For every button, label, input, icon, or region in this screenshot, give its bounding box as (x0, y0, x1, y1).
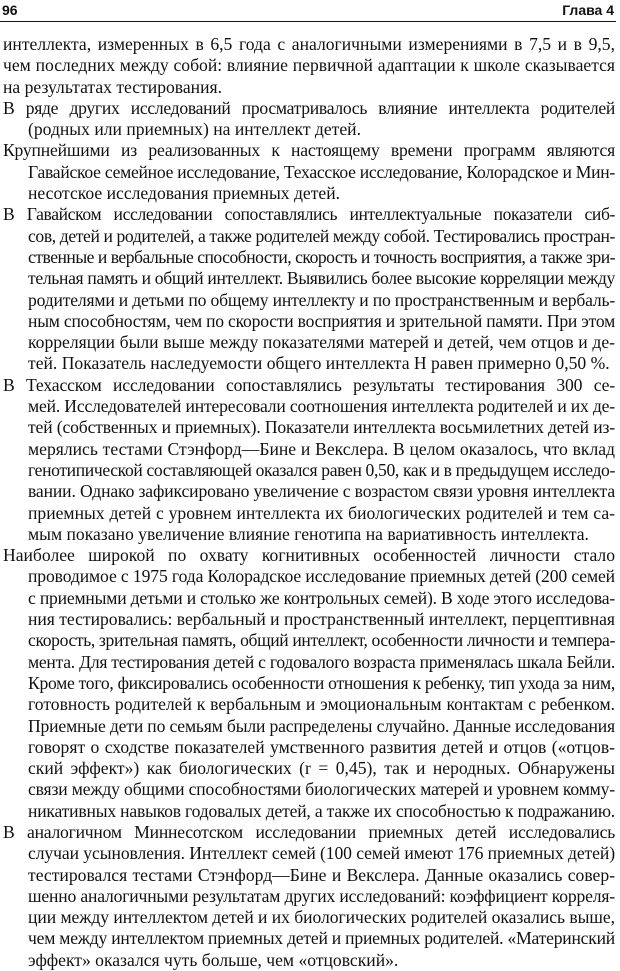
paragraph (3, 34, 615, 98)
text-line: (родных или приемных) на интеллект детей. (28, 119, 361, 140)
text-line: ния тестировались: вербальный и пространственный интеллект, перцептивная (28, 609, 615, 630)
text-line: шенно аналогичными результатам других исследований: коэффициент корреля- (28, 885, 615, 906)
text-line: ский эффект») как биологических (r = 0,45), так и неродных. Обнаружены (28, 758, 615, 779)
text-line: тестировался тестами Стэнфорд—Бине и Векслера. Данные оказались совер- (28, 864, 615, 885)
paragraph (3, 375, 615, 545)
text-line: В Гавайском исследовании сопоставлялись интеллектуальные показатели сиб- (3, 204, 615, 225)
paragraph (3, 822, 615, 971)
text-line: несотское исследования приемных детей. (28, 183, 341, 204)
paragraph (3, 98, 615, 141)
text-line: чем между интеллектом приемных детей и приемных родителей. «Материнский (28, 928, 615, 949)
page-number: 96 (2, 2, 18, 18)
text-line: интеллекта, измеренных в 6,5 года с аналогичными измерениями в 7,5 и в 9,5, (3, 34, 615, 54)
text-line: тей. Показатель наследуемости общего интеллекта Н равен примерно 0,50 %. (28, 353, 610, 374)
body-text (3, 34, 615, 971)
text-line: скорость, зрительная память, общий интеллект, особенности личности и темпера- (28, 630, 615, 651)
text-line: Наиболее широкой по охвату когнитивных особенностей личности стало (3, 545, 615, 566)
text-line: В Техасском исследовании сопоставлялись результаты тестирования 300 се- (3, 374, 615, 395)
text-line: случаи усыновления. Интеллект семей (100 семей имеют 176 приемных детей) (28, 843, 615, 864)
running-head (2, 1, 614, 19)
text-line: В аналогичном Миннесотском исследовании приемных детей исследовались (3, 821, 615, 842)
text-line: Гавайское семейное исследование, Техасское исследование, Колорадское и Мин- (28, 161, 615, 182)
text-line: готовность родителей к вербальным и эмоциональным контактам с ребенком. (28, 694, 615, 715)
paragraph (3, 545, 615, 822)
text-line: с приемными детьми и столько же контрольных семей). В ходе этого исследова- (28, 587, 615, 608)
text-line: мей. Исследователей интересовали соотношения интеллекта родителей и их де- (28, 396, 615, 417)
text-line: эффект» оказался чуть больше, чем «отцовский». (28, 949, 399, 970)
text-line: чем последних между собой: влияние первичной адаптации к школе сказывается (3, 55, 615, 76)
header-rule (0, 21, 616, 22)
text-line: проводимое с 1975 года Колорадское исследование приемных детей (200 семей (28, 566, 615, 587)
paragraph (3, 204, 615, 374)
text-line: говорят о сходстве показателей умственного развития детей и отцов («отцов- (28, 736, 615, 757)
text-line: вании. Однако зафиксировано увеличение с возрастом связи уровня интеллекта (28, 481, 615, 502)
text-line: на результатах тестирования. (3, 76, 222, 97)
chapter-label: Глава 4 (562, 2, 614, 18)
text-line: ственные и вербальные способности, скорость и точность восприятия, а также зри- (28, 246, 615, 267)
text-line: ным способностям, чем по скорости восприятия и зрительной памяти. При этом (28, 310, 615, 331)
text-line: связи между общими способностями биологических матерей и уровнем комму- (28, 779, 615, 800)
text-line: сов, детей и родителей, а также родителей между собой. Тестировались простран- (28, 225, 615, 246)
text-line: приемных детей с уровнем интеллекта их биологических родителей и тем са- (28, 502, 615, 523)
text-line: мым показано увеличение влияние генотипа на вариативность интеллекта. (28, 523, 589, 544)
text-line: тельная память и общий интеллект. Выявились более высокие корреляции между (28, 268, 615, 289)
text-line: Приемные дети по семьям были распределены случайно. Данные исследования (28, 715, 615, 736)
paragraph (3, 140, 615, 204)
text-line: ции между интеллектом детей и их биологических родителей оказались выше, (28, 907, 615, 928)
text-line: корреляции были выше между показателями матерей и детей, чем отцов и де- (28, 332, 615, 353)
text-line: тей (собственных и приемных). Показатели интеллекта восьмилетних детей из- (28, 417, 615, 438)
text-line: родителями и детьми по общему интеллекту и по пространственным и вербаль- (28, 289, 615, 310)
text-line: Кроме того, фиксировались особенности отношения к ребенку, тип ухода за ним, (28, 672, 615, 693)
text-line: мента. Для тестирования детей с годовалого возраста применялась шкала Бейли. (28, 651, 615, 672)
text-line: Крупнейшими из реализованных к настоящему времени программ являются (3, 140, 615, 161)
text-line: генотипической составляющей оказался равен 0,50, как и в предыдущем исследо- (28, 459, 615, 480)
text-line: никативных навыков годовалых детей, а также их способностью к подражанию. (28, 800, 615, 821)
text-line: мерялись тестами Стэнфорд—Бине и Векслера. В целом оказалось, что вклад (28, 438, 615, 459)
text-line: В ряде других исследований просматривалось влияние интеллекта родителей (3, 97, 615, 118)
